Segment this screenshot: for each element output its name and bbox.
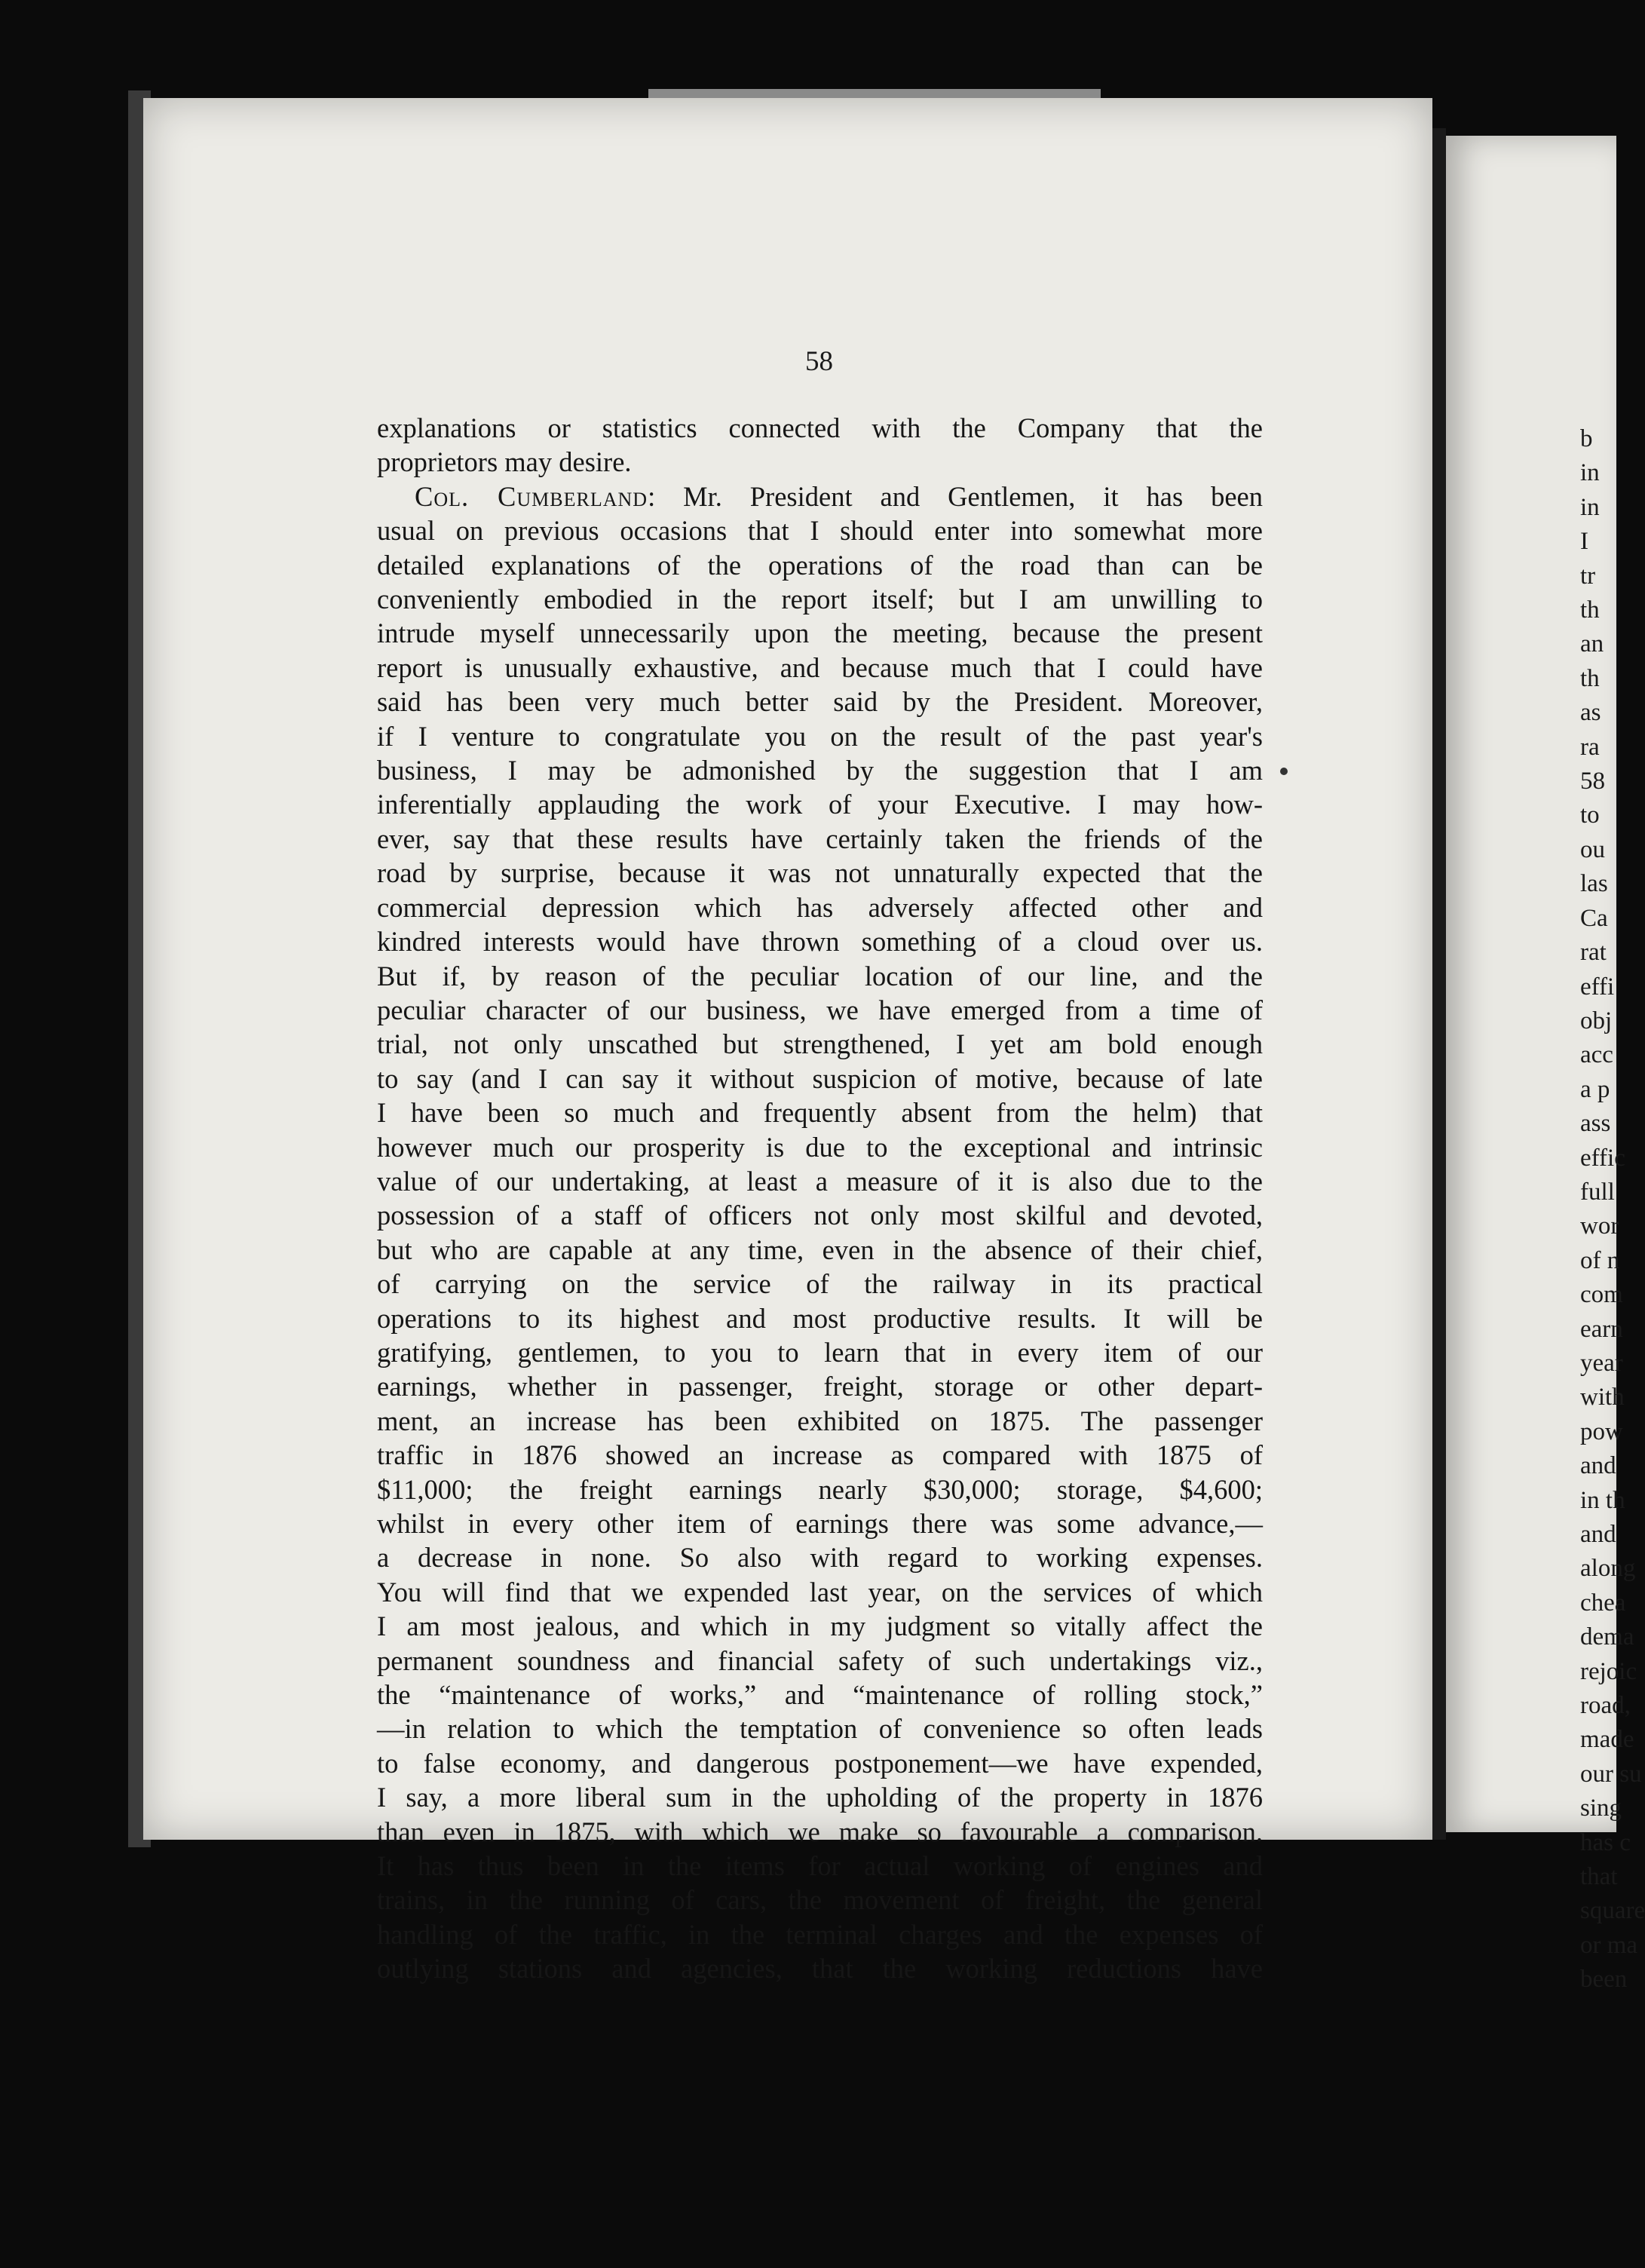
text-line: permanent soundness and financial safety of such undertakings viz., — [377, 1644, 1263, 1676]
text-line: if I venture to congratulate you on the result of the past year's — [377, 720, 1263, 752]
text-line: report is unusually exhaustive, and because much that I could have — [377, 651, 1263, 683]
text-line: handling of the traffic, in the terminal charges and the expenses of — [377, 1918, 1263, 1950]
text-line: I have been so much and frequently absent from the helm) that — [377, 1097, 1263, 1129]
text-line: ment, an increase has been exhibited on 1875. The passenger — [377, 1405, 1263, 1436]
text-line: operations to its highest and most productive results. It will be — [377, 1302, 1263, 1334]
text-line: conveniently embodied in the report itself; but I am unwilling to — [377, 584, 1263, 615]
facing-page-line: obj — [1580, 1007, 1613, 1034]
facing-page-line: com — [1580, 1281, 1623, 1309]
facing-page-line: in th — [1580, 1486, 1625, 1514]
facing-page-line: dema — [1580, 1623, 1634, 1651]
text-line: I am most jealous, and which in my judgment so vitally affect the — [377, 1611, 1263, 1642]
text-line: trial, not only unscathed but strengthened, I yet am bold enough — [377, 1028, 1263, 1060]
text-line: traffic in 1876 showed an increase as compared with 1875 of — [377, 1439, 1263, 1471]
facing-page-fragments — [1580, 422, 1645, 1997]
text-line: a decrease in none. So also with regard to working expenses. — [377, 1542, 1263, 1574]
facing-page-line: wor — [1580, 1212, 1619, 1240]
text-line: value of our undertaking, at least a measure of it is also due to the — [377, 1165, 1263, 1197]
facing-page-line: Ca — [1580, 904, 1608, 932]
facing-page-line: square — [1580, 1897, 1645, 1925]
facing-page-line: and — [1580, 1452, 1616, 1480]
text-line: You will find that we expended last year, on the services of which — [377, 1576, 1263, 1608]
text-line: to false economy, and dangerous postponement—we have expended, — [377, 1747, 1263, 1779]
ink-dot — [1280, 768, 1288, 775]
facing-page-line: full — [1580, 1178, 1615, 1206]
facing-page-line: of n — [1580, 1246, 1620, 1274]
text-line — [377, 480, 1263, 513]
text-line: kindred interests would have thrown something of a cloud over us. — [377, 926, 1263, 958]
facing-page-line: our su — [1580, 1760, 1642, 1788]
text-line: outlying stations and agencies, that the working reductions have — [377, 1953, 1263, 1985]
facing-page-line: made — [1580, 1726, 1634, 1754]
facing-page-line: in — [1580, 493, 1600, 521]
facing-page-line: in — [1580, 459, 1600, 487]
facing-page-line: with — [1580, 1384, 1625, 1411]
text-line: $11,000; the freight earnings nearly $30,000; storage, $4,600; — [377, 1473, 1263, 1505]
text-line: intrude myself unnecessarily upon the meeting, because the present — [377, 618, 1263, 649]
facing-page-line: ra — [1580, 733, 1600, 761]
text-line: I say, a more liberal sum in the upholding of the property in 1876 — [377, 1782, 1263, 1813]
facing-page-line: along — [1580, 1555, 1636, 1583]
text-line: explanations or statistics connected with the Company that the — [377, 412, 1263, 443]
facing-page-line: sing — [1580, 1794, 1622, 1822]
facing-page-line: effi — [1580, 973, 1615, 1001]
text-line: said has been very much better said by the President. Moreover, — [377, 686, 1263, 718]
text-line: —in relation to which the temptation of convenience so often leads — [377, 1713, 1263, 1745]
facing-page-line: 58 — [1580, 768, 1605, 795]
facing-page-line: rejoic — [1580, 1657, 1637, 1685]
text-line: usual on previous occasions that I should enter into somewhat more — [377, 515, 1263, 547]
body-text — [377, 411, 1263, 1986]
facing-page-line: tr — [1580, 562, 1596, 590]
facing-page-line: effic — [1580, 1144, 1625, 1172]
facing-page-line: th — [1580, 596, 1600, 624]
text-line: detailed explanations of the operations of the road than can be — [377, 549, 1263, 581]
speaker-remark: : Mr. President and Gentlemen, it has been — [648, 480, 1263, 512]
facing-page-line: earn — [1580, 1315, 1623, 1343]
page-number: 58 — [805, 346, 833, 377]
text-line: inferentially applauding the work of your Executive. I may how- — [377, 789, 1263, 820]
facing-page-line: pow — [1580, 1418, 1623, 1445]
facing-page-line: th — [1580, 664, 1600, 692]
text-line: whilst in every other item of earnings there was some advance,— — [377, 1508, 1263, 1539]
facing-page-line: ou — [1580, 835, 1605, 863]
text-line: But if, by reason of the peculiar location of our line, and the — [377, 960, 1263, 991]
text-line: road by surprise, because it was not unnaturally expected that the — [377, 857, 1263, 889]
text-line: commercial depression which has adversely affected other and — [377, 891, 1263, 923]
facing-page-line: b — [1580, 425, 1593, 452]
text-line: ever, say that these results have certainly taken the friends of the — [377, 823, 1263, 854]
facing-page-line: or ma — [1580, 1931, 1638, 1959]
facing-page-line: ass — [1580, 1110, 1611, 1138]
text-line: peculiar character of our business, we have emerged from a time of — [377, 994, 1263, 1025]
book-gutter — [1432, 128, 1446, 1840]
text-line: to say (and I can say it without suspicion of motive, because of late — [377, 1062, 1263, 1094]
text-line: gratifying, gentlemen, to you to learn that in every item of our — [377, 1336, 1263, 1368]
facing-page-line: has c — [1580, 1828, 1631, 1856]
text-line: proprietors may desire. — [377, 446, 632, 478]
facing-page-line: an — [1580, 630, 1604, 658]
facing-page-line: that — [1580, 1863, 1618, 1891]
facing-page-line: been — [1580, 1966, 1628, 1994]
facing-page-line: to — [1580, 801, 1600, 829]
facing-page-line: road, — [1580, 1692, 1631, 1720]
facing-page-line: acc — [1580, 1041, 1613, 1069]
text-line: business, I may be admonished by the suggestion that I am — [377, 755, 1263, 786]
text-line: however much our prosperity is due to the exceptional and intrinsic — [377, 1131, 1263, 1163]
facing-page-line: as — [1580, 699, 1601, 727]
text-line: of carrying on the service of the railway in its practical — [377, 1268, 1263, 1300]
text-line: It has thus been in the items for actual working of engines and — [377, 1850, 1263, 1882]
text-line: the “maintenance of works,” and “maintenance of rolling stock,” — [377, 1679, 1263, 1711]
facing-page-line: I — [1580, 528, 1588, 556]
facing-page-line: a p — [1580, 1075, 1610, 1103]
text-line: possession of a staff of officers not only most skilful and devoted, — [377, 1200, 1263, 1231]
text-line: than even in 1875, with which we make so favourable a comparison. — [377, 1816, 1263, 1847]
facing-page-line: las — [1580, 870, 1608, 898]
facing-page-line: and — [1580, 1521, 1616, 1548]
text-line: but who are capable at any time, even in the absence of their chief, — [377, 1234, 1263, 1265]
facing-page-line: chea — [1580, 1589, 1626, 1617]
text-line: earnings, whether in passenger, freight, storage or other depart- — [377, 1371, 1263, 1402]
text-line: trains, in the running of cars, the movement of freight, the general — [377, 1884, 1263, 1916]
facing-page-line: rat — [1580, 939, 1607, 967]
facing-page-line: year — [1580, 1349, 1623, 1377]
speaker-name: Col. Cumberland — [415, 480, 648, 512]
